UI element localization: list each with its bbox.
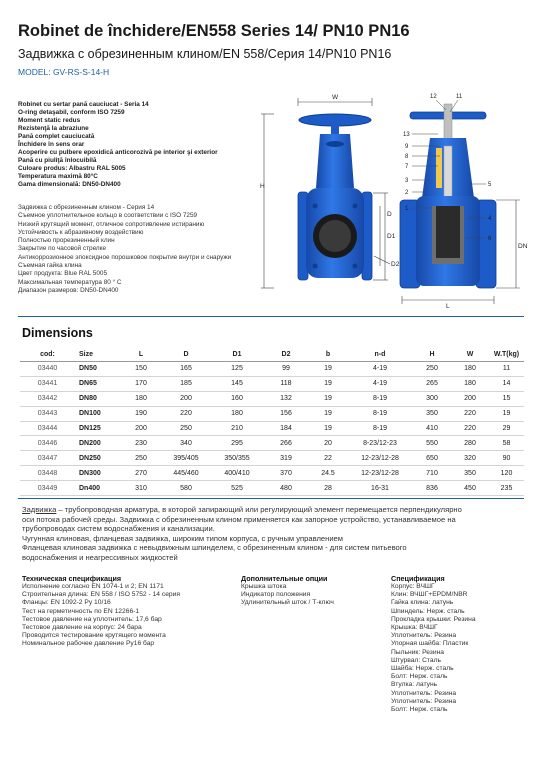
section-divider bbox=[18, 498, 524, 499]
material-spec-title: Спецификация bbox=[391, 574, 445, 583]
table-cell: 340 bbox=[161, 436, 211, 451]
table-cell: 20 bbox=[309, 436, 347, 451]
description-line: оси потока рабочей среды. Задвижка с обрезиненным клином применяется как запорное устройство, устанавливаемое на bbox=[22, 514, 456, 524]
ru-feature-list bbox=[18, 204, 283, 295]
cell-code: 03448 bbox=[20, 466, 75, 481]
cell-code: 03443 bbox=[20, 406, 75, 421]
material-spec-line: Корпус: ВЧШГ bbox=[391, 583, 435, 590]
table-cell: 180 bbox=[121, 391, 161, 406]
table-cell: 156 bbox=[263, 406, 309, 421]
table-cell: 250 bbox=[413, 362, 451, 377]
options-section bbox=[241, 574, 334, 608]
dim-label-l: L bbox=[446, 303, 450, 310]
table-cell: 270 bbox=[121, 466, 161, 481]
col-header: W bbox=[451, 347, 489, 362]
table-cell: 180 bbox=[211, 406, 263, 421]
table-cell: 200 bbox=[121, 421, 161, 436]
option-line: Индикатор положения bbox=[241, 591, 311, 599]
table-cell: 19 bbox=[309, 376, 347, 391]
material-spec-line: Упорная шайба: Пластик bbox=[391, 640, 469, 648]
technical-spec-title: Техническая спецификация bbox=[22, 574, 122, 583]
table-cell: 350 bbox=[451, 466, 489, 481]
table-row bbox=[20, 421, 524, 436]
technical-spec-line: Номинальное рабочее давление Ру16 бар bbox=[22, 640, 155, 648]
table-row bbox=[20, 451, 524, 466]
table-cell: 235 bbox=[489, 481, 524, 496]
description-line bbox=[22, 505, 524, 515]
table-cell: 8-19 bbox=[347, 421, 413, 436]
dim-label-h: H bbox=[260, 183, 265, 190]
cell-code: 03447 bbox=[20, 451, 75, 466]
table-cell: 836 bbox=[413, 481, 451, 496]
ro-feature-item: Pană cu piuliţă înlocuibilă bbox=[18, 157, 97, 164]
table-cell: 525 bbox=[211, 481, 263, 496]
technical-spec-line: Строительная длина: EN 558 / ISO 5752 - 14 серия bbox=[22, 591, 181, 599]
table-cell: 184 bbox=[263, 421, 309, 436]
table-cell: 480 bbox=[263, 481, 309, 496]
material-spec-line: Уплотнитель: Резина bbox=[391, 697, 457, 705]
ro-feature-item: Pană complet cauciucată bbox=[18, 133, 95, 140]
table-cell: 170 bbox=[121, 376, 161, 391]
table-cell: 395/405 bbox=[161, 451, 211, 466]
table-cell: 14 bbox=[489, 376, 524, 391]
dimensions-title: Dimensions bbox=[22, 326, 93, 340]
technical-spec-line: Фланцы: EN 1092-2 Ру 10/16 bbox=[22, 599, 111, 607]
table-cell: 180 bbox=[451, 376, 489, 391]
part-number: 4 bbox=[488, 216, 492, 222]
section-divider bbox=[18, 316, 524, 317]
table-cell: 210 bbox=[211, 421, 263, 436]
technical-spec-line: Тестовое давление на уплотнитель: 17,6 бар bbox=[22, 615, 162, 623]
table-cell: 19 bbox=[309, 406, 347, 421]
table-cell: 58 bbox=[489, 436, 524, 451]
table-cell: 410 bbox=[413, 421, 451, 436]
table-cell: 230 bbox=[121, 436, 161, 451]
table-cell: 28 bbox=[309, 481, 347, 496]
table-cell: 320 bbox=[451, 451, 489, 466]
table-cell: 11 bbox=[489, 362, 524, 377]
dimensions-table-body bbox=[20, 362, 524, 496]
table-cell: 580 bbox=[161, 481, 211, 496]
cell-size: DN100 bbox=[75, 406, 121, 421]
ro-feature-item: Acoperire cu pulbere epoxidică anticorozivă pe interior şi exterior bbox=[18, 149, 218, 156]
table-cell: 450 bbox=[451, 481, 489, 496]
dim-label-w: W bbox=[332, 94, 339, 101]
page-title: Robinet de închidere/EN558 Series 14/ PN10 PN16 bbox=[18, 22, 410, 40]
ru-feature-item: Полностью прорезиненный клин bbox=[18, 237, 115, 245]
table-row bbox=[20, 481, 524, 496]
cell-size: DN250 bbox=[75, 451, 121, 466]
table-cell: 8-19 bbox=[347, 391, 413, 406]
table-cell: 295 bbox=[211, 436, 263, 451]
table-cell: 250 bbox=[161, 421, 211, 436]
table-cell: 650 bbox=[413, 451, 451, 466]
table-cell: 550 bbox=[413, 436, 451, 451]
material-spec-section bbox=[391, 574, 476, 714]
table-cell: 19 bbox=[489, 406, 524, 421]
table-cell: 132 bbox=[263, 391, 309, 406]
description bbox=[22, 505, 524, 563]
table-cell: 220 bbox=[451, 421, 489, 436]
table-cell: 190 bbox=[121, 406, 161, 421]
table-cell: 90 bbox=[489, 451, 524, 466]
col-header: L bbox=[121, 347, 161, 362]
material-spec-line: Уплотнитель: Резина bbox=[391, 689, 457, 697]
ru-feature-item: Цвет продукта: Blue RAL 5005 bbox=[18, 270, 108, 278]
col-header: D1 bbox=[211, 347, 263, 362]
material-spec-line: Шпиндель: Нерж. сталь bbox=[391, 607, 465, 615]
table-cell: 15 bbox=[489, 391, 524, 406]
table-cell: 400/410 bbox=[211, 466, 263, 481]
table-cell: 710 bbox=[413, 466, 451, 481]
ro-feature-item: O-ring detaşabil, conform ISO 7259 bbox=[18, 109, 125, 116]
cell-size: DN300 bbox=[75, 466, 121, 481]
table-cell: 250 bbox=[121, 451, 161, 466]
table-cell: 265 bbox=[413, 376, 451, 391]
table-cell: 12-23/12-28 bbox=[347, 451, 413, 466]
material-spec-line: Болт: Нерж. сталь bbox=[391, 706, 448, 714]
description-line: водоснабжения и неагрессивных жидкостей bbox=[22, 552, 178, 562]
ro-feature-item: Rezistenţă la abraziune bbox=[18, 125, 89, 132]
table-cell: 200 bbox=[161, 391, 211, 406]
ro-feature-item: Moment static redus bbox=[18, 117, 81, 124]
part-number: 9 bbox=[405, 144, 409, 150]
table-cell: 16-31 bbox=[347, 481, 413, 496]
table-row bbox=[20, 391, 524, 406]
dimensions-table bbox=[20, 347, 524, 496]
description-term: Задвижка bbox=[22, 505, 57, 514]
table-row bbox=[20, 376, 524, 391]
table-cell: 120 bbox=[489, 466, 524, 481]
technical-spec-line: Тестовое давление на корпус: 24 бара bbox=[22, 624, 142, 632]
material-spec-line: Штурвал: Сталь bbox=[391, 656, 441, 664]
table-cell: 185 bbox=[161, 376, 211, 391]
ro-feature-list bbox=[18, 101, 283, 189]
table-cell: 266 bbox=[263, 436, 309, 451]
material-spec-line: Крышка: ВЧШГ bbox=[391, 624, 438, 632]
cell-code: 03446 bbox=[20, 436, 75, 451]
table-cell: 370 bbox=[263, 466, 309, 481]
table-cell: 180 bbox=[451, 362, 489, 377]
valve-section-view bbox=[400, 94, 528, 310]
col-header: b bbox=[309, 347, 347, 362]
table-cell: 4-19 bbox=[347, 362, 413, 377]
part-number: 6 bbox=[488, 236, 492, 242]
ru-feature-item: Задвижка с обрезиненным клином - Серия 14 bbox=[18, 204, 155, 211]
ru-feature-item: Антикоррозионное эпоксидное порошковое покрытие внутри и снаружи bbox=[18, 253, 232, 261]
description-line: Фланцевая клиновая задвижка с невыдвижным шпинделем, с обрезиненным клином - для систем питьевого bbox=[22, 543, 407, 553]
table-cell: 19 bbox=[309, 421, 347, 436]
option-line: Крышка штока bbox=[241, 583, 287, 590]
ro-feature-item: Gama dimensională: DN50-DN400 bbox=[18, 181, 121, 188]
col-header: D bbox=[161, 347, 211, 362]
valve-technical-drawing bbox=[260, 88, 530, 310]
model-code: MODEL: GV-RS-S-14-H bbox=[18, 67, 110, 77]
page-subtitle: Задвижка с обрезиненным клином/EN 558/Серия 14/PN10 PN16 bbox=[18, 47, 392, 61]
material-spec-line: Болт: Нерж. сталь bbox=[391, 673, 448, 681]
technical-spec-line: Тест на герметичность по EN 12266-1 bbox=[22, 607, 140, 615]
material-spec-line: Шайба: Нерж. сталь bbox=[391, 665, 454, 673]
ro-feature-item: Culoare produs: Albastru RAL 5005 bbox=[18, 165, 126, 172]
part-number: 7 bbox=[405, 164, 409, 170]
ro-feature-item: Închidere în sens orar bbox=[18, 141, 85, 148]
description-line: Чугунная клиновая, фланцевая задвижка, широким типом корпуса, с ручным управлением bbox=[22, 533, 343, 543]
material-spec-line: Гайка клина: латунь bbox=[391, 599, 454, 607]
col-header: Size bbox=[75, 347, 121, 362]
table-cell: 19 bbox=[309, 391, 347, 406]
cell-code: 03441 bbox=[20, 376, 75, 391]
table-cell: 118 bbox=[263, 376, 309, 391]
table-cell: 200 bbox=[451, 391, 489, 406]
options-title: Дополнительные опции bbox=[241, 574, 328, 583]
table-cell: 8-19 bbox=[347, 406, 413, 421]
table-cell: 22 bbox=[309, 451, 347, 466]
technical-spec-line: Исполнение согласно EN 1074-1 и 2; EN 1171 bbox=[22, 583, 164, 590]
dim-label-d2: D2 bbox=[391, 261, 400, 268]
part-number: 13 bbox=[403, 132, 410, 138]
table-cell: 19 bbox=[309, 362, 347, 377]
ru-feature-item: Диапазон размеров: DN50-DN400 bbox=[18, 286, 119, 294]
table-row bbox=[20, 362, 524, 377]
table-cell: 160 bbox=[211, 391, 263, 406]
part-number: 5 bbox=[488, 182, 492, 188]
table-cell: 125 bbox=[211, 362, 263, 377]
ru-feature-item: Съемное уплотнительное кольцо в соответствии с ISO 7259 bbox=[18, 212, 198, 220]
table-cell: 165 bbox=[161, 362, 211, 377]
description-text: – трубопроводная арматура, в которой запирающий или регулирующий элемент перемещается перпендикулярно bbox=[56, 505, 462, 514]
table-cell: 29 bbox=[489, 421, 524, 436]
ru-feature-item: Максимальная температура 80 ° C bbox=[18, 278, 122, 286]
table-cell: 280 bbox=[451, 436, 489, 451]
table-cell: 220 bbox=[161, 406, 211, 421]
col-header: H bbox=[413, 347, 451, 362]
table-row bbox=[20, 406, 524, 421]
table-cell: 8-23/12-23 bbox=[347, 436, 413, 451]
table-cell: 300 bbox=[413, 391, 451, 406]
part-number: 12 bbox=[430, 94, 437, 100]
cell-code: 03442 bbox=[20, 391, 75, 406]
cell-size: Dn400 bbox=[75, 481, 121, 496]
table-cell: 4-19 bbox=[347, 376, 413, 391]
table-row bbox=[20, 436, 524, 451]
valve-front-view bbox=[260, 94, 400, 288]
ru-feature-item: Устойчивость к абразивному воздействию bbox=[18, 228, 144, 236]
ro-feature-item: Robinet cu sertar pană cauciucat - Seria 14 bbox=[18, 101, 149, 108]
technical-spec-line: Проводится тестирование крутящего момента bbox=[22, 632, 166, 640]
col-header: W.T(kg) bbox=[489, 347, 524, 362]
part-number: 3 bbox=[405, 178, 409, 184]
ru-feature-item: Съемная гайка клина bbox=[18, 262, 82, 270]
table-cell: 220 bbox=[451, 406, 489, 421]
cell-size: DN80 bbox=[75, 391, 121, 406]
cell-size: DN125 bbox=[75, 421, 121, 436]
cell-size: DN50 bbox=[75, 362, 121, 377]
col-header: D2 bbox=[263, 347, 309, 362]
table-cell: 145 bbox=[211, 376, 263, 391]
material-spec-line: Прокладка крышки: Резина bbox=[391, 615, 476, 623]
cell-size: DN65 bbox=[75, 376, 121, 391]
table-cell: 319 bbox=[263, 451, 309, 466]
material-spec-line: Уплотнитель: Резина bbox=[391, 632, 457, 640]
cell-size: DN200 bbox=[75, 436, 121, 451]
col-header: cod: bbox=[20, 347, 75, 362]
cell-code: 03449 bbox=[20, 481, 75, 496]
material-spec-line: Клин: ВЧШГ+EPDM/NBR bbox=[391, 591, 468, 599]
table-cell: 310 bbox=[121, 481, 161, 496]
material-spec-line: Пыльник: Резина bbox=[391, 648, 445, 656]
table-header-row bbox=[20, 347, 524, 362]
table-row bbox=[20, 466, 524, 481]
material-spec-line: Втулка: латунь bbox=[391, 681, 438, 689]
dim-label-d: D bbox=[387, 211, 392, 218]
part-number: 2 bbox=[405, 190, 409, 196]
cell-code: 03444 bbox=[20, 421, 75, 436]
part-number: 11 bbox=[456, 94, 463, 100]
ru-feature-item: Низкий крутящий момент, отличное сопротивление истиранию bbox=[18, 220, 205, 228]
table-cell: 350 bbox=[413, 406, 451, 421]
part-number: 8 bbox=[405, 154, 409, 160]
ro-feature-item: Temperatura maximă 80°C bbox=[18, 173, 98, 180]
description-line: трубопроводах систем водоснабжения и канализации. bbox=[22, 524, 215, 534]
cell-code: 03440 bbox=[20, 362, 75, 377]
table-cell: 99 bbox=[263, 362, 309, 377]
table-cell: 150 bbox=[121, 362, 161, 377]
table-cell: 445/460 bbox=[161, 466, 211, 481]
dim-label-dn: DN bbox=[518, 243, 528, 250]
ru-feature-item: Закрытие по часовой стрелке bbox=[18, 245, 107, 253]
part-number: 1 bbox=[405, 206, 409, 212]
technical-spec-section bbox=[22, 574, 180, 649]
option-line: Удлинительный шток / Т-ключ bbox=[241, 599, 334, 607]
table-cell: 12-23/12-28 bbox=[347, 466, 413, 481]
dim-label-d1: D1 bbox=[387, 233, 396, 240]
table-cell: 24.5 bbox=[309, 466, 347, 481]
col-header: n-d bbox=[347, 347, 413, 362]
table-cell: 350/355 bbox=[211, 451, 263, 466]
